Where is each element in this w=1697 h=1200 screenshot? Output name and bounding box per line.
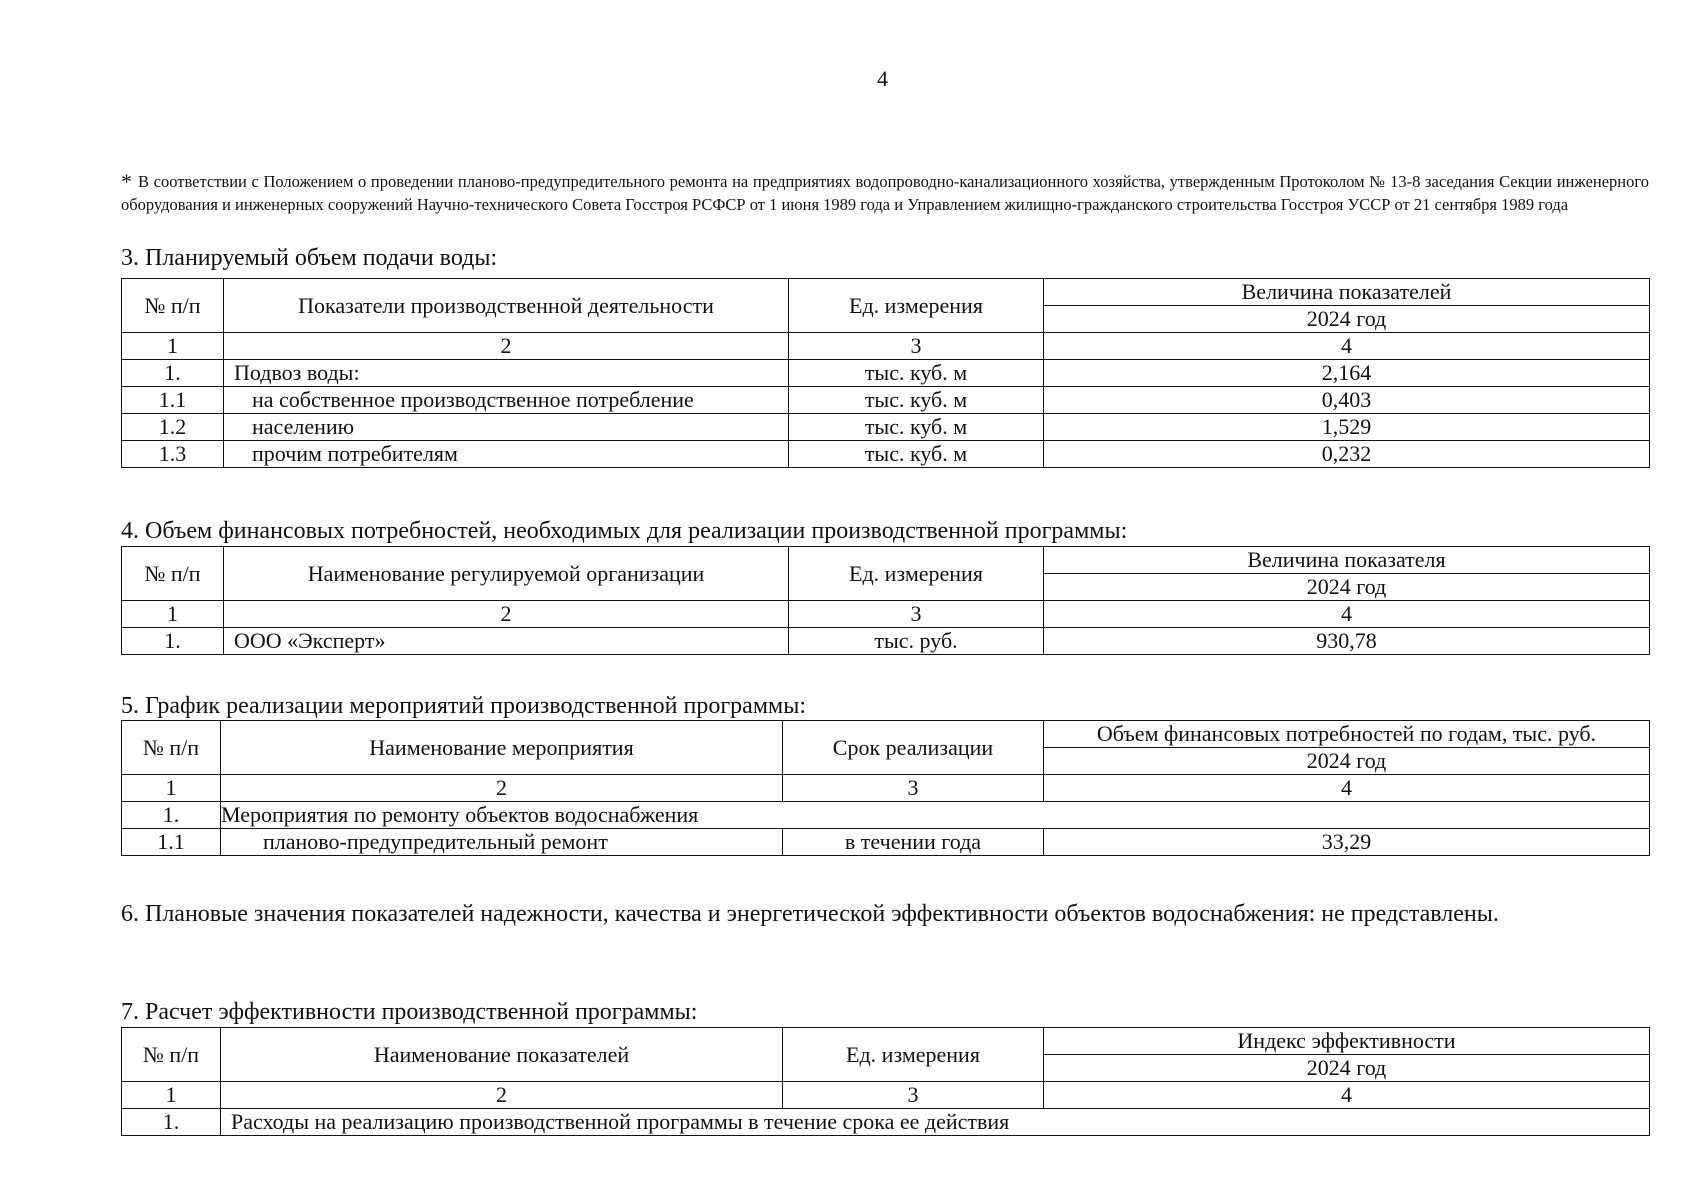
table-group-row [122, 802, 1650, 829]
table-header-row [122, 721, 1650, 748]
row-num: 1. [122, 802, 221, 829]
footnote [121, 170, 1649, 216]
column-number: 3 [789, 333, 1044, 360]
row-unit: тыс. куб. м [789, 387, 1044, 414]
column-number: 4 [1044, 1082, 1650, 1109]
header-num: № п/п [122, 279, 224, 333]
row-value: 930,78 [1044, 628, 1650, 655]
row-value: 1,529 [1044, 414, 1650, 441]
header-num: № п/п [122, 721, 221, 775]
section-7-title: 7. Расчет эффективности производственной программы: [121, 999, 698, 1025]
header-num: № п/п [122, 547, 224, 601]
section-4-title: 4. Объем финансовых потребностей, необходимых для реализации производственной программы: [121, 518, 1128, 544]
footnote-star: * [121, 169, 132, 194]
header-name: Наименование регулируемой организации [224, 547, 789, 601]
row-num: 1. [122, 628, 224, 655]
row-name: планово-предупредительный ремонт [221, 829, 783, 856]
header-name: Наименование мероприятия [221, 721, 783, 775]
column-numbers-row [122, 1082, 1650, 1109]
header-year: 2024 год [1044, 748, 1650, 775]
row-name: Мероприятия по ремонту объектов водоснабжения [221, 802, 1650, 829]
row-unit: тыс. руб. [789, 628, 1044, 655]
row-unit: тыс. куб. м [789, 441, 1044, 468]
header-name: Наименование показателей [221, 1028, 783, 1082]
column-number: 1 [122, 775, 221, 802]
header-term: Срок реализации [783, 721, 1044, 775]
page-number: 4 [877, 66, 888, 91]
column-numbers-row [122, 601, 1650, 628]
row-unit: тыс. куб. м [789, 414, 1044, 441]
table-group-row [122, 1109, 1650, 1136]
table-header-row [122, 1028, 1650, 1055]
column-number: 4 [1044, 601, 1650, 628]
header-unit: Ед. измерения [783, 1028, 1044, 1082]
table-row [122, 829, 1650, 856]
row-name: ООО «Эксперт» [224, 628, 789, 655]
column-number: 1 [122, 601, 224, 628]
table-header-row [122, 279, 1650, 306]
row-value: 0,403 [1044, 387, 1650, 414]
column-number: 3 [783, 1082, 1044, 1109]
row-num: 1.3 [122, 441, 224, 468]
table-row [122, 414, 1650, 441]
row-num: 1.1 [122, 829, 221, 856]
column-number: 1 [122, 333, 224, 360]
row-unit: тыс. куб. м [789, 360, 1044, 387]
section-3-title: 3. Планируемый объем подачи воды: [121, 245, 498, 271]
header-year: 2024 год [1044, 1055, 1650, 1082]
header-num: № п/п [122, 1028, 221, 1082]
column-number: 3 [783, 775, 1044, 802]
column-number: 2 [221, 775, 783, 802]
header-value: Величина показателей [1044, 279, 1650, 306]
header-unit: Ед. измерения [789, 279, 1044, 333]
row-value: 33,29 [1044, 829, 1650, 856]
row-num: 1. [122, 360, 224, 387]
financial-needs-table [121, 546, 1650, 655]
column-number: 4 [1044, 775, 1650, 802]
section-5-title: 5. График реализации мероприятий производственной программы: [121, 693, 806, 719]
column-number: 2 [224, 601, 789, 628]
section-6-text: 6. Плановые значения показателей надежности, качества и энергетической эффективности объектов водоснабжения: не представлены. [121, 901, 1499, 927]
row-term: в течении года [783, 829, 1044, 856]
table-header-row [122, 547, 1650, 574]
column-numbers-row [122, 775, 1650, 802]
row-num: 1.2 [122, 414, 224, 441]
schedule-table [121, 720, 1650, 856]
footnote-text: В соответствии с Положением о проведении планово-предупредительного ремонта на предприятиях водопроводно-канализационного хозяйства, утвержденным Протоколом № 13-8 заседания Секции инженерного оборудования и инженерных сооружений Научно-технического Совета Госстроя РСФСР от 1 июня 1989 года и Управлением жилищно-гражданского строительства Госстроя УССР от 21 сентября 1989 года [121, 172, 1649, 214]
water-supply-table [121, 278, 1650, 468]
column-number: 2 [224, 333, 789, 360]
table-row [122, 360, 1650, 387]
row-value: 2,164 [1044, 360, 1650, 387]
header-year: 2024 год [1044, 306, 1650, 333]
row-name: на собственное производственное потребление [224, 387, 789, 414]
row-name: прочим потребителям [224, 441, 789, 468]
table-row [122, 628, 1650, 655]
row-name: Расходы на реализацию производственной программы в течение срока ее действия [221, 1109, 1650, 1136]
row-num: 1. [122, 1109, 221, 1136]
table-row [122, 387, 1650, 414]
row-name: Подвоз воды: [224, 360, 789, 387]
row-name: населению [224, 414, 789, 441]
row-num: 1.1 [122, 387, 224, 414]
header-value: Индекс эффективности [1044, 1028, 1650, 1055]
efficiency-table [121, 1027, 1650, 1136]
row-value: 0,232 [1044, 441, 1650, 468]
column-number: 1 [122, 1082, 221, 1109]
column-numbers-row [122, 333, 1650, 360]
table-row [122, 441, 1650, 468]
header-value: Величина показателя [1044, 547, 1650, 574]
header-value: Объем финансовых потребностей по годам, тыс. руб. [1044, 721, 1650, 748]
column-number: 4 [1044, 333, 1650, 360]
column-number: 2 [221, 1082, 783, 1109]
header-name: Показатели производственной деятельности [224, 279, 789, 333]
column-number: 3 [789, 601, 1044, 628]
header-year: 2024 год [1044, 574, 1650, 601]
header-unit: Ед. измерения [789, 547, 1044, 601]
